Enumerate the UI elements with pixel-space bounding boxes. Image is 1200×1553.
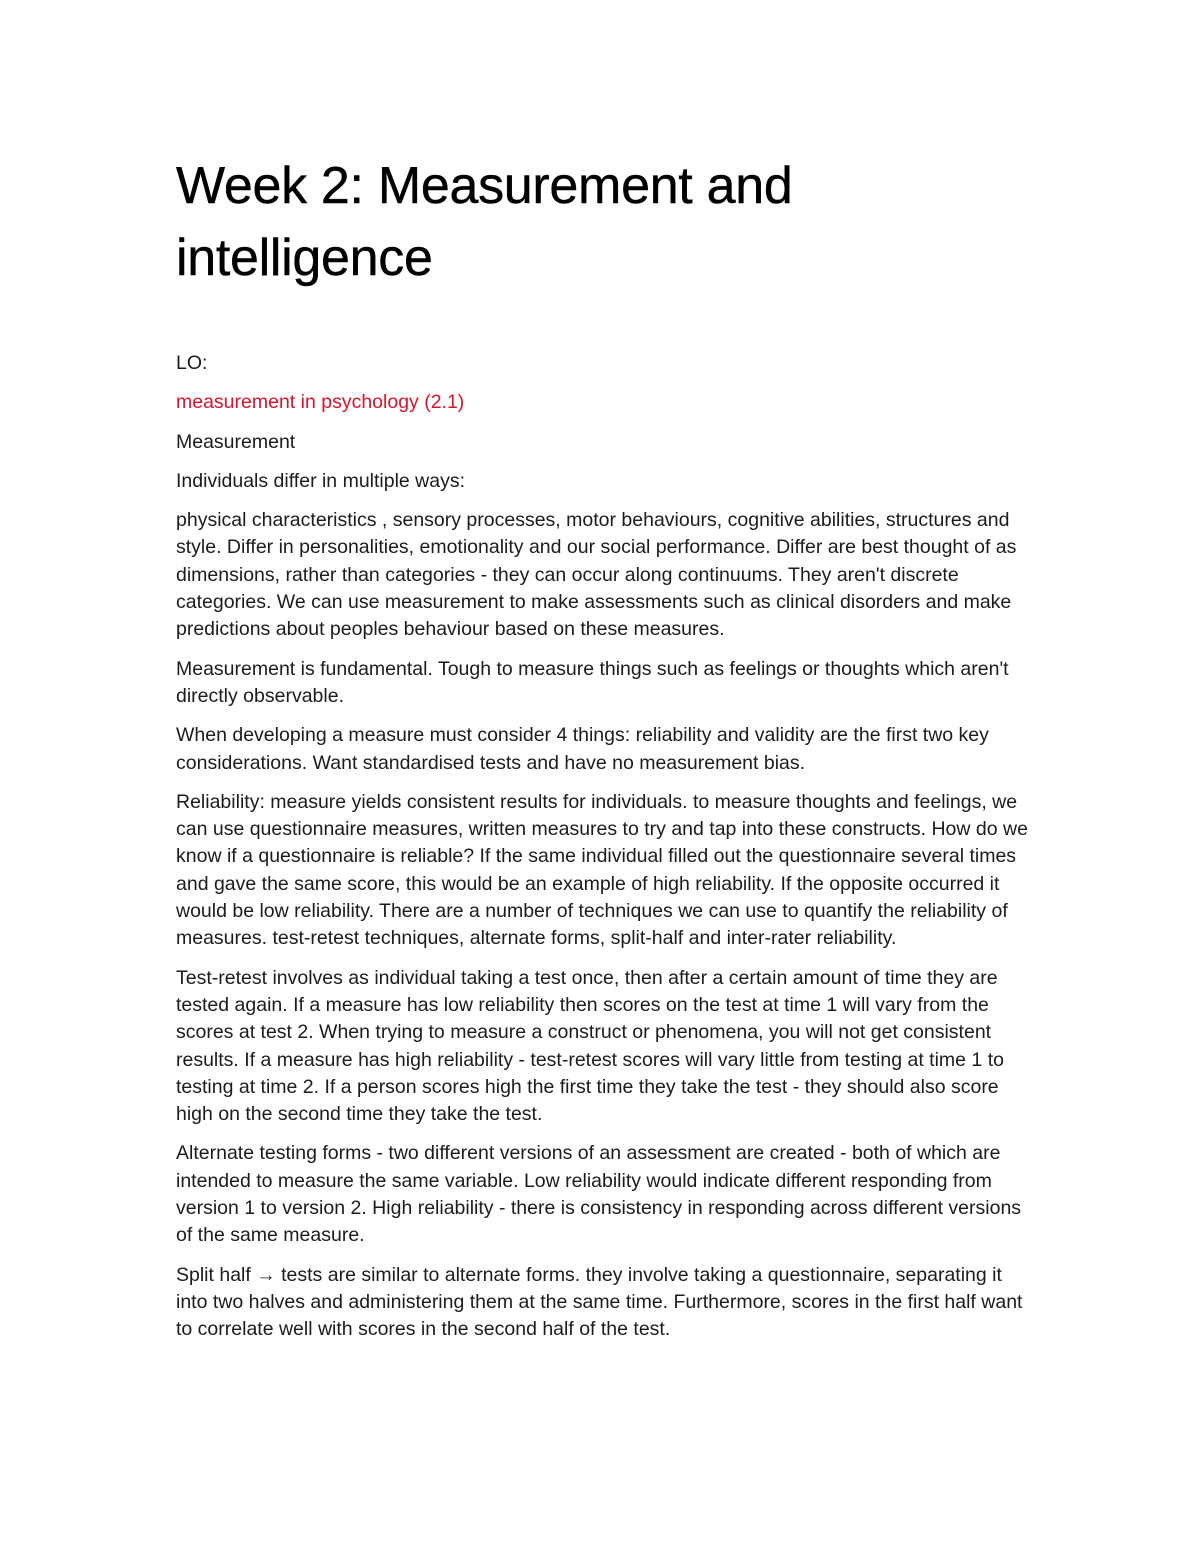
paragraph-fundamental: Measurement is fundamental. Tough to measure things such as feelings or thoughts which aren't directly observable. — [176, 657, 1009, 707]
paragraph-differences: physical characteristics , sensory processes, motor behaviours, cognitive abilities, structures and style. Differ in personalities, emotionality and our social performance. Differ are best thought of as dimensions, rather than categories - they can occur along continuums. They aren't discrete categories. We can use measurement to make assessments such as clinical disorders and make predictions about peoples behaviour based on these measures. — [176, 509, 1017, 641]
paragraph-test-retest: Test-retest involves as individual taking a test once, then after a certain amount of time they are tested again. If a measure has low reliability then scores on the test at time 1 will vary from the scores at test 2. When trying to measure a construct or phenomena, you will not get consistent results. If a measure has high reliability - test-retest scores will vary little from testing at time 1 to testing at time 2. If a person scores high the first time they take the test - they should also score high on the second time they take the test. — [176, 966, 1004, 1126]
paragraph-split-half: Split half → tests are similar to alternate forms. they involve taking a questionnaire, separating it into two halves and administering them at the same time. Furthermore, scores in the first half want to correlate well with scores in the second half of the test. — [176, 1263, 1023, 1341]
section-heading: measurement in psychology (2.1) — [176, 391, 465, 414]
paragraph-considerations: When developing a measure must consider 4 things: reliability and validity are the first two key considerations. Want standardised tests and have no measurement bias. — [176, 724, 989, 774]
document-content — [176, 150, 1036, 1356]
paragraph-alternate-forms: Alternate testing forms - two different versions of an assessment are created - both of which are intended to measure the same variable. Low reliability would indicate different responding from version 1 to version 2. High reliability - there is consistency in responding across different versions of the same measure. — [176, 1142, 1022, 1247]
subheading-measurement: Measurement — [176, 430, 296, 453]
page-title: Week 2: Measurement and intelligence — [176, 157, 793, 287]
lo-label: LO: — [176, 352, 208, 374]
intro-paragraph: Individuals differ in multiple ways: — [176, 469, 466, 492]
paragraph-reliability: Reliability: measure yields consistent results for individuals. to measure thoughts and feelings, we can use questionnaire measures, written measures to try and tap into these constructs. How do we know if a questionnaire is reliable? If the same individual filled out the questionnaire several times and gave the same score, this would be an example of high reliability. If the opposite occurred it would be low reliability. There are a number of techniques we can use to quantify the reliability of measures. test-retest techniques, alternate forms, split-half and inter-rater reliability. — [176, 790, 1028, 950]
